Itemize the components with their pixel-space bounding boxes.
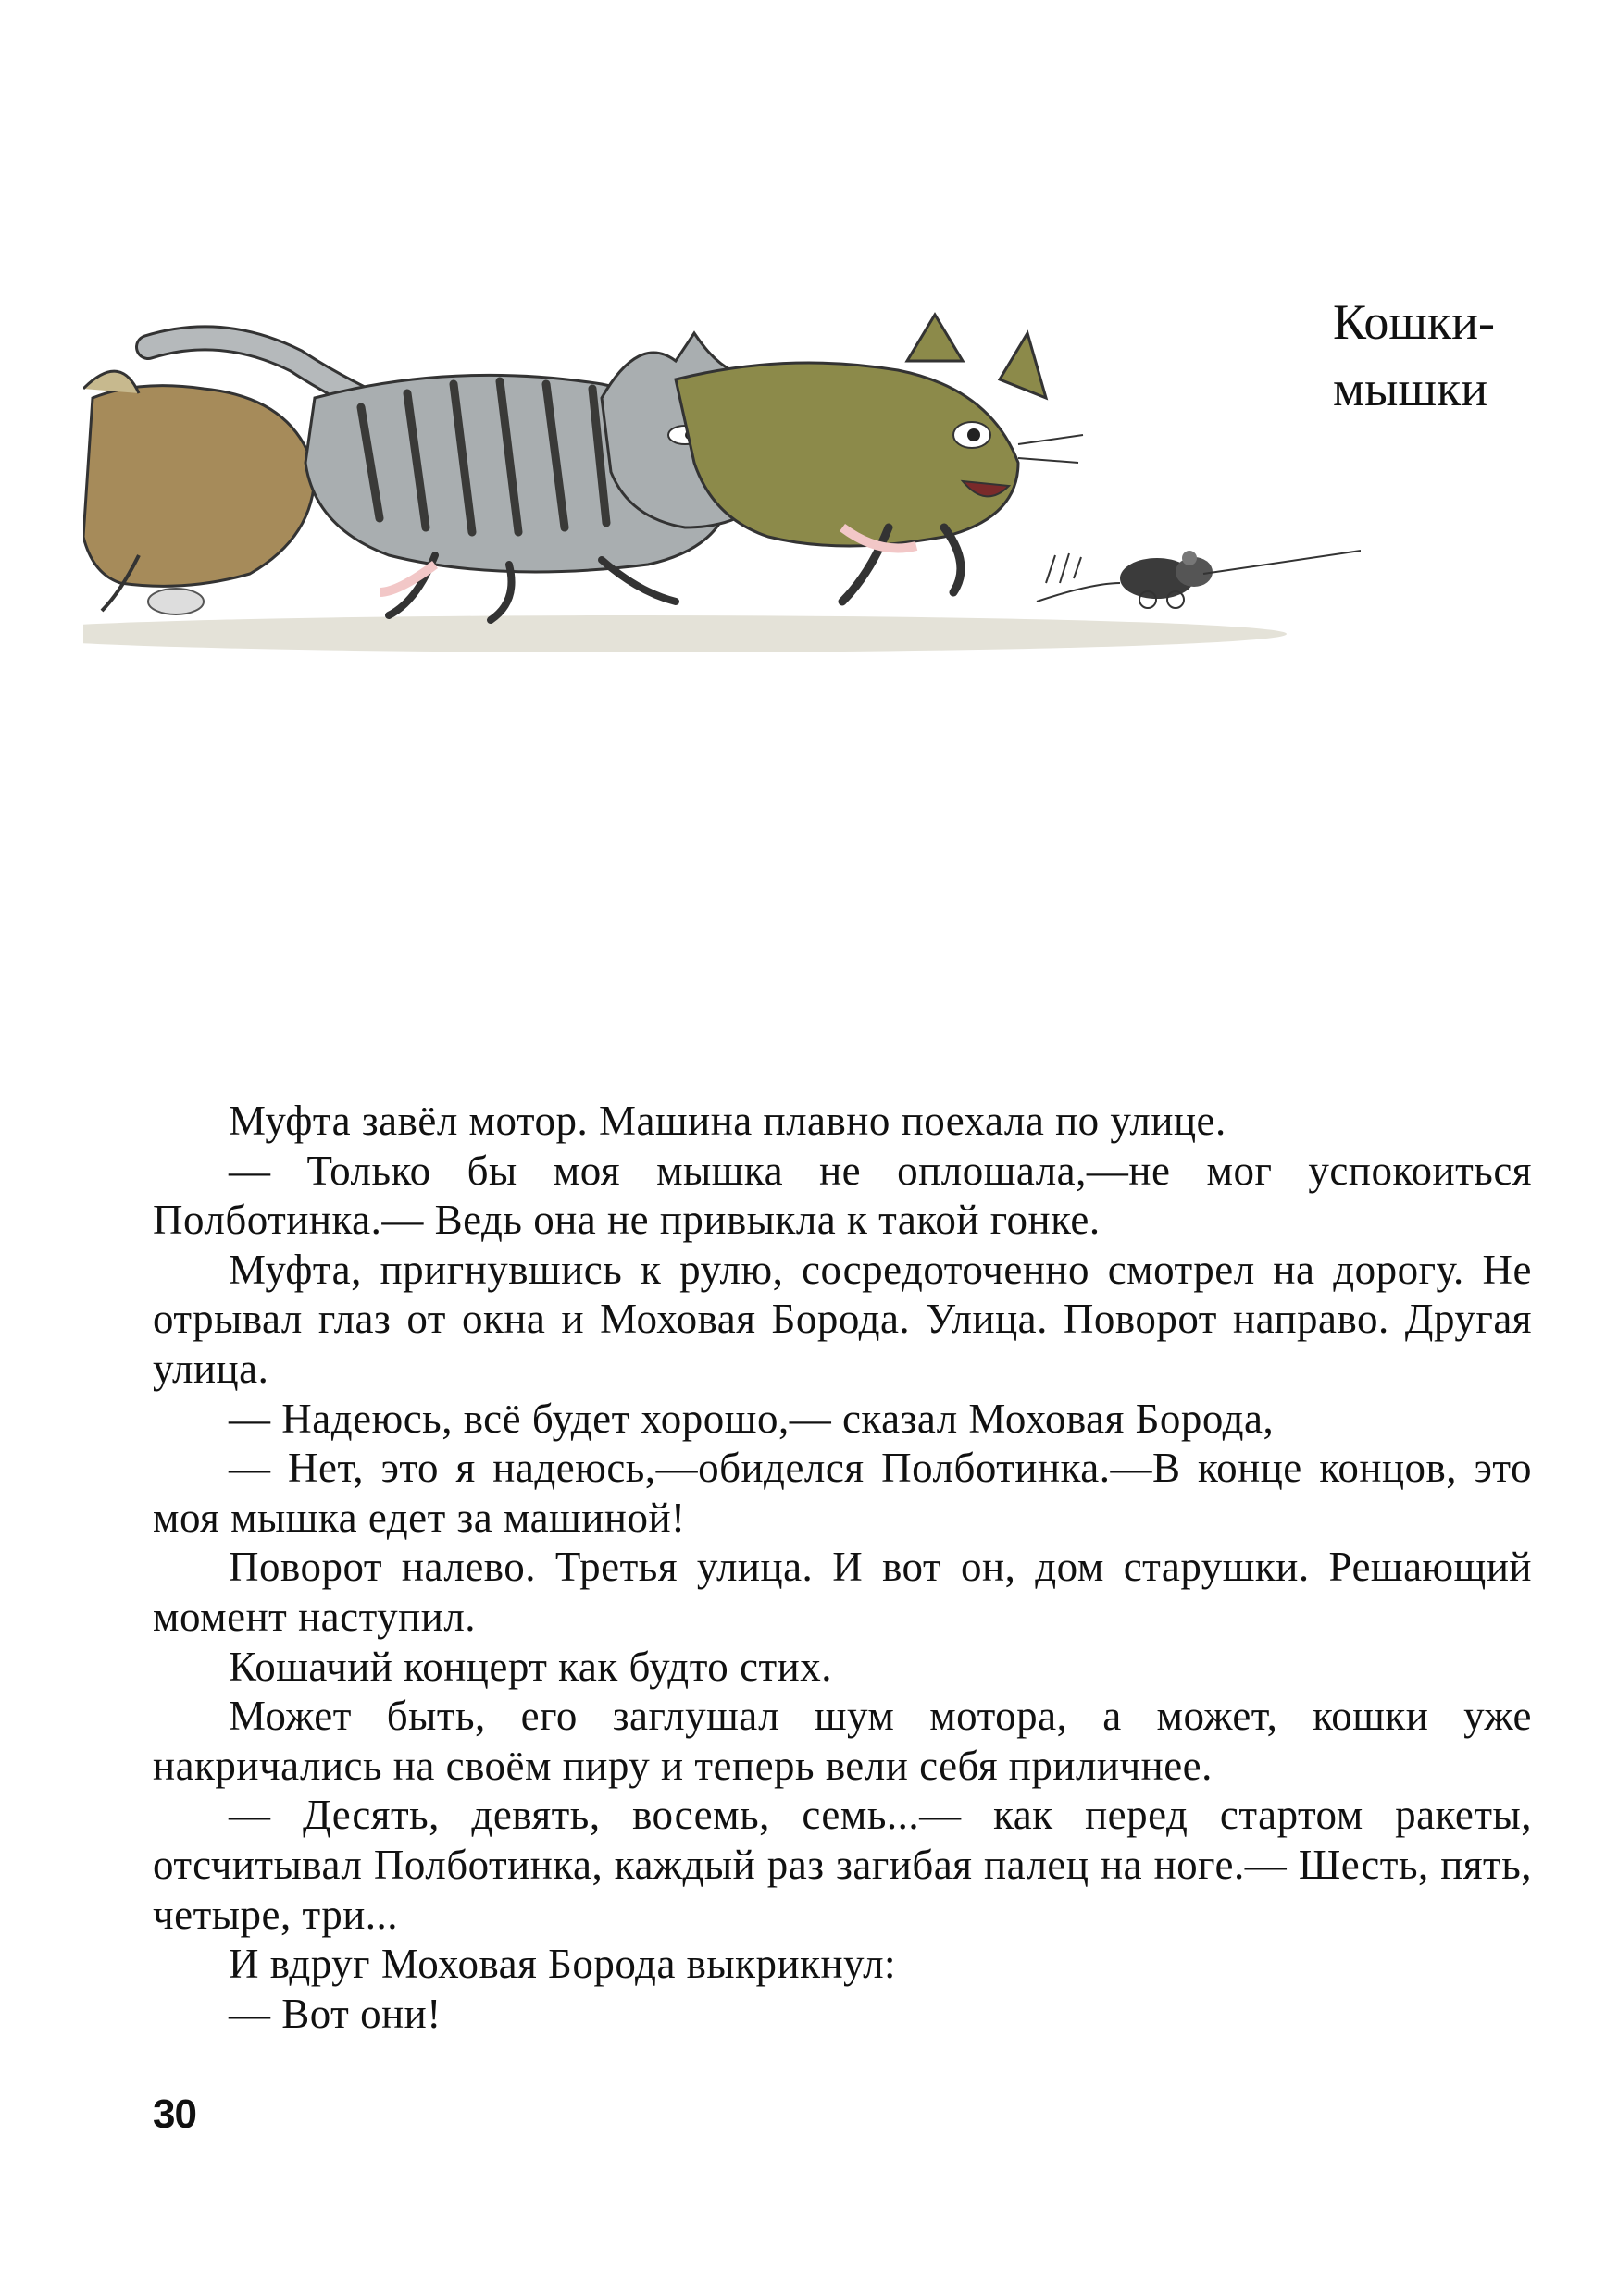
paragraph: — Надеюсь, всё будет хорошо,— сказал Моховая Борода, [229, 1395, 1275, 1442]
paragraph: И вдруг Моховая Борода выкрикнул: [229, 1941, 897, 1988]
ground-shadow [83, 615, 1287, 652]
chapter-title-line-2: мышки [1333, 361, 1488, 416]
body-text [153, 1097, 1532, 2039]
speed-lines [1046, 553, 1081, 583]
paragraph: Муфта, пригнувшись к рулю, сосредоточенно смотрел на дорогу. Не отрывал глаз от окна и Моховая Борода. Улица. Поворот направо. Другая улица. [153, 1246, 1532, 1392]
mouse-icon [1037, 551, 1361, 608]
brown-cat-icon [83, 371, 315, 614]
paragraph: Кошачий концерт как будто стих. [229, 1643, 832, 1690]
paragraph: — Десять, девять, восемь, семь...— как перед стартом ракеты, отсчитывал Полботинка, каждый раз загибая палец на ноге.— Шесть, пять, четыре, три... [153, 1792, 1532, 1938]
paragraph: — Нет, это я надеюсь,—обиделся Полботинка.—В конце концов, это моя мышка едет за машиной! [153, 1445, 1532, 1541]
paragraph: Может быть, его заглушал шум мотора, а может, кошки уже накричались на своём пиру и теперь вели себя приличнее. [153, 1693, 1532, 1789]
cats-chasing-mouse-illustration [83, 296, 1361, 666]
chapter-title [1333, 289, 1611, 422]
paragraph: Муфта завёл мотор. Машина плавно поехала по улице. [229, 1098, 1226, 1144]
paragraph: — Вот они! [229, 1990, 442, 2037]
paragraph: — Только бы моя мышка не оплошала,—не мог успокоиться Полботинка.— Ведь она не привыкла к такой гонке. [153, 1147, 1532, 1244]
page-number: 30 [153, 2091, 196, 2137]
paragraph: Поворот налево. Третья улица. И вот он, дом старушки. Решающий момент наступил. [153, 1544, 1532, 1640]
chapter-title-line-1: Кошки- [1333, 294, 1496, 350]
green-cat-icon [676, 315, 1083, 602]
